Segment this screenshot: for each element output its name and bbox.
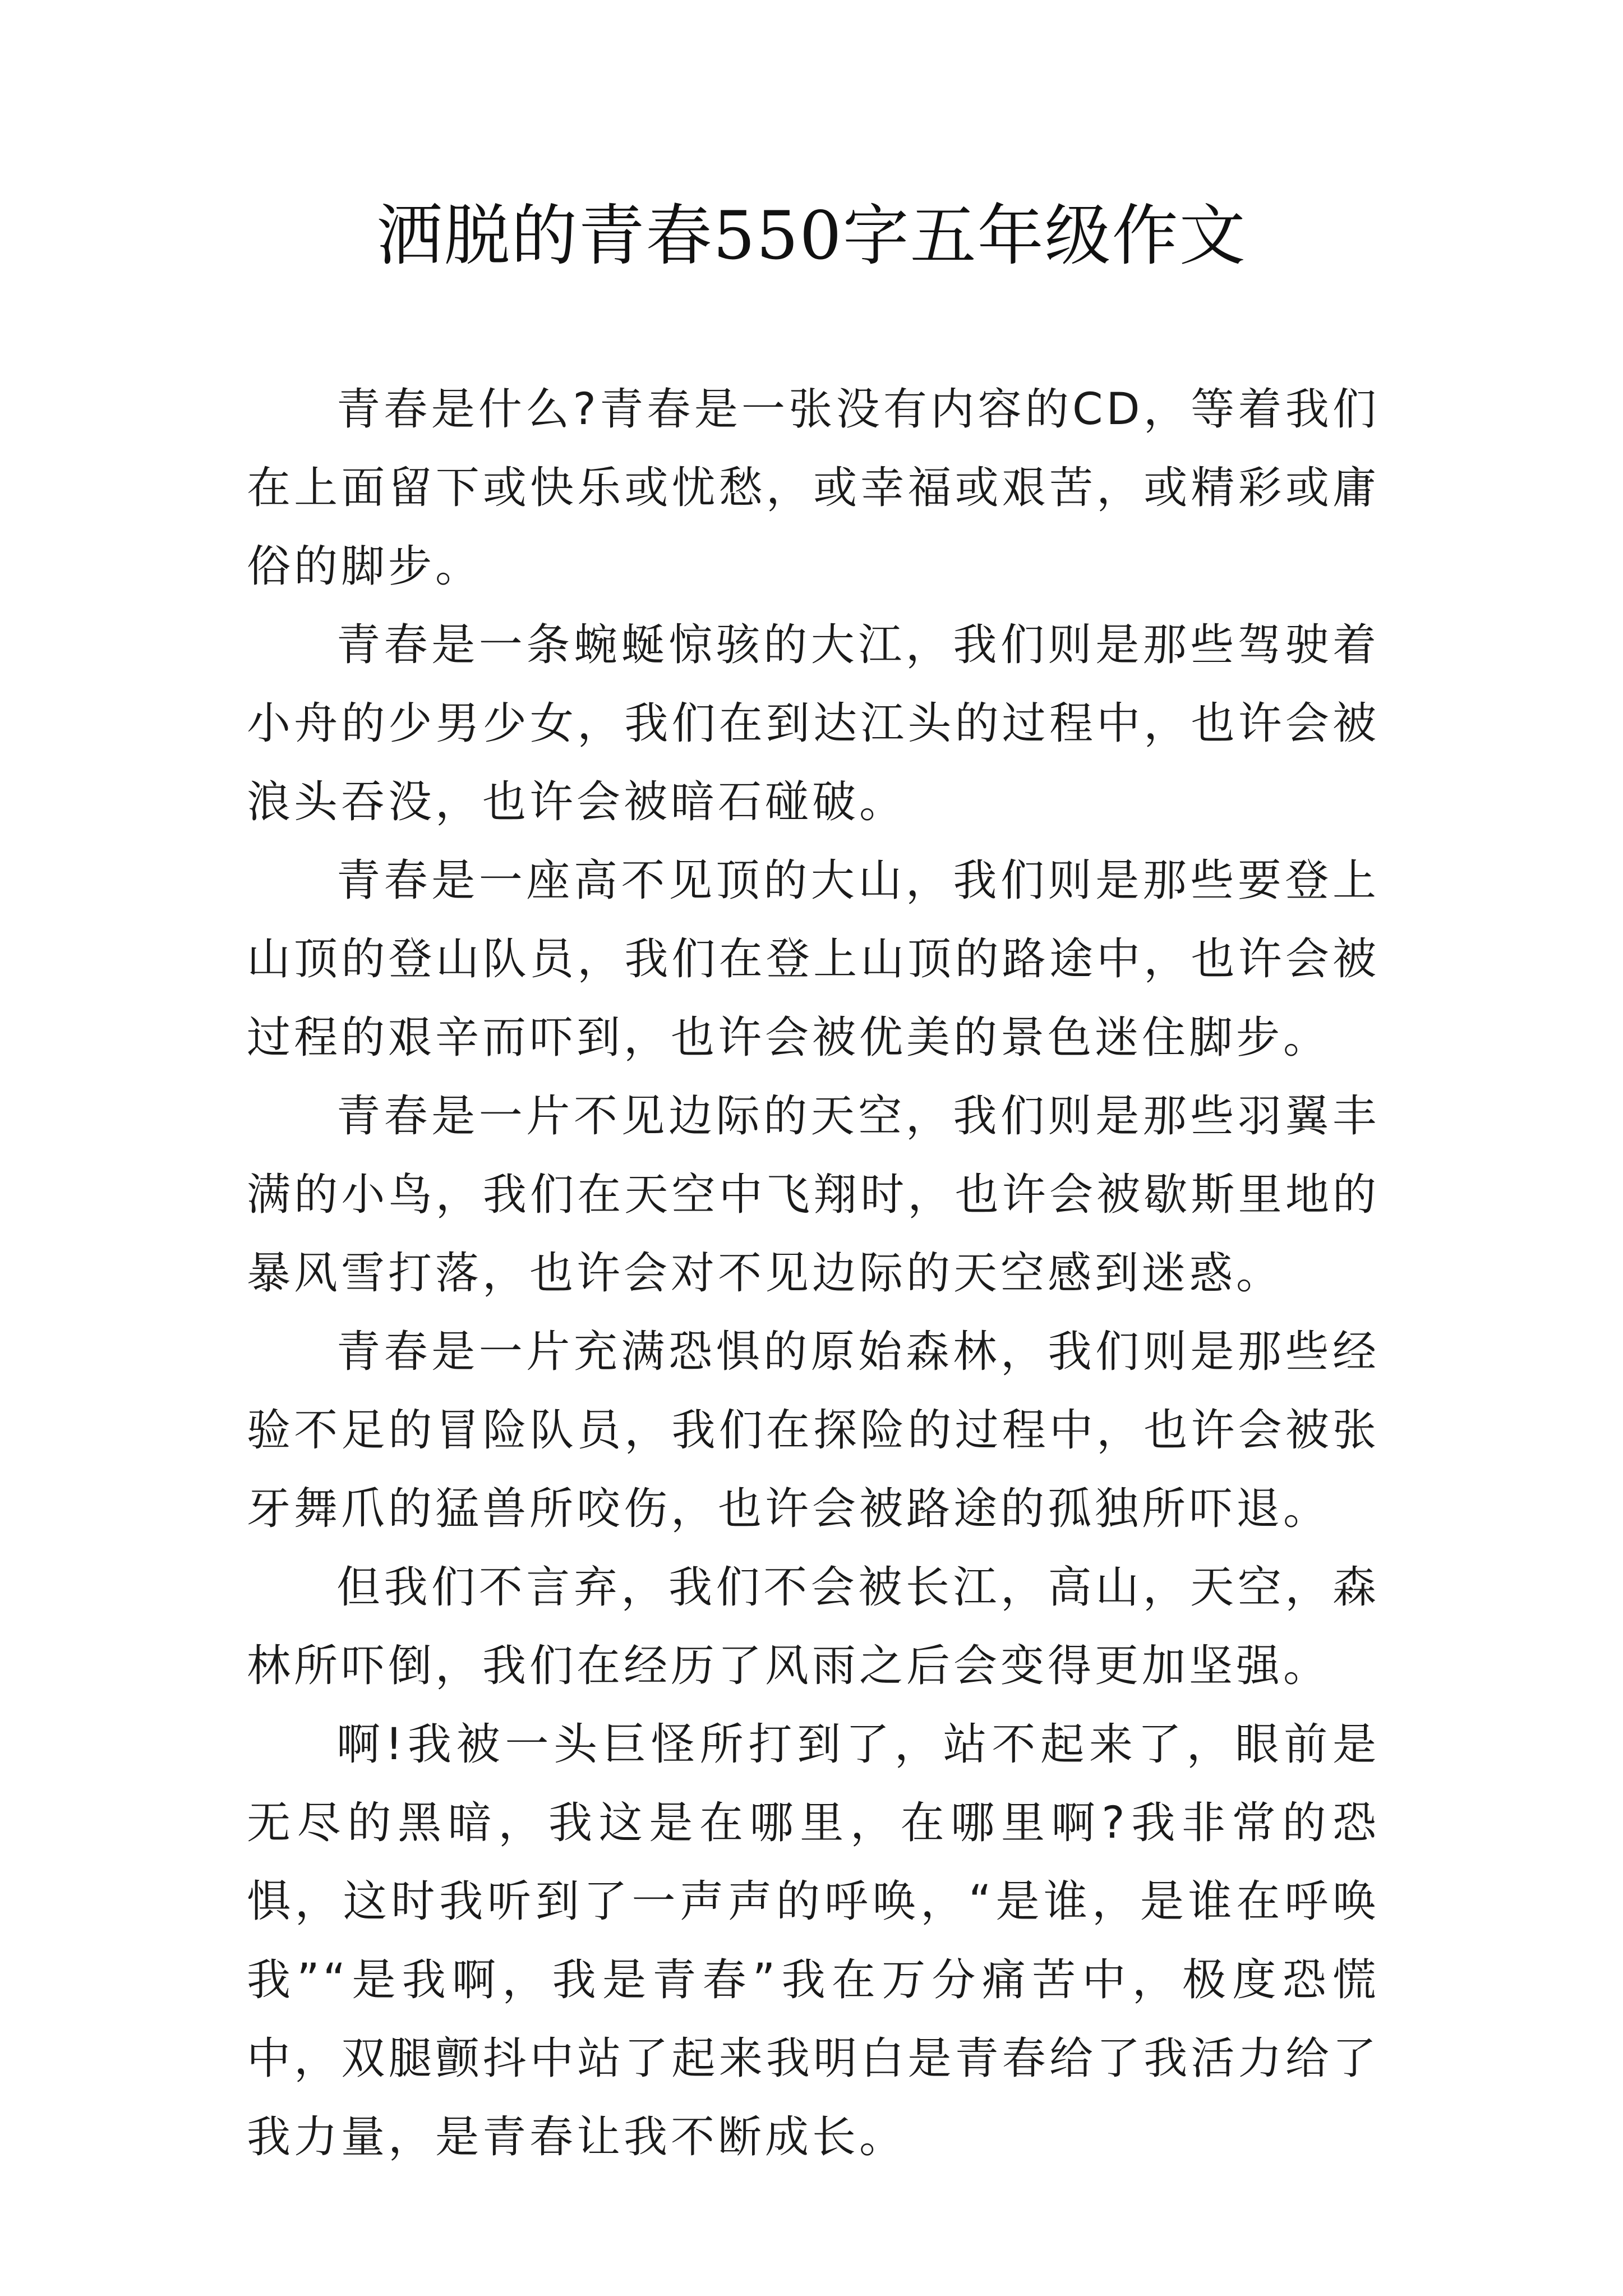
paragraph-7: 啊!我被一头巨怪所打到了，站不起来了，眼前是无尽的黑暗，我这是在哪里，在哪里啊?我非常的恐惧，这时我听到了一声声的呼唤，“是谁，是谁在呼唤我”“是我啊，我是青春”我在万分痛苦中，极度恐慌中，双腿颤抖中站了起来我明白是青春给了我活力给了我力量，是青春让我不断成长。	[247, 1719, 1380, 2162]
paragraph-3: 青春是一座高不见顶的大山，我们则是那些要登上山顶的登山队员，我们在登上山顶的路途中，也许会被过程的艰辛而吓到，也许会被优美的景色迷住脚步。	[247, 855, 1380, 1063]
paragraph-6: 但我们不言弃，我们不会被长江，高山，天空，森林所吓倒，我们在经历了风雨之后会变得更加坚强。	[247, 1562, 1380, 1691]
paragraph-5: 青春是一片充满恐惧的原始森林，我们则是那些经验不足的冒险队员，我们在探险的过程中，也许会被张牙舞爪的猛兽所咬伤，也许会被路途的孤独所吓退。	[247, 1327, 1380, 1534]
document-title: 洒脱的青春550字五年级作文	[376, 197, 1247, 274]
paragraph-1: 青春是什么?青春是一张没有内容的CD，等着我们在上面留下或快乐或忧愁，或幸福或艰苦，或精彩或庸俗的脚步。	[247, 384, 1380, 592]
paragraph-4: 青春是一片不见边际的天空，我们则是那些羽翼丰满的小鸟，我们在天空中飞翔时，也许会被歇斯里地的暴风雪打落，也许会对不见边际的天空感到迷惑。	[247, 1091, 1380, 1299]
paragraph-2: 青春是一条蜿蜒惊骇的大江，我们则是那些驾驶着小舟的少男少女，我们在到达江头的过程中，也许会被浪头吞没，也许会被暗石碰破。	[247, 620, 1380, 827]
document-body	[247, 370, 1380, 2177]
